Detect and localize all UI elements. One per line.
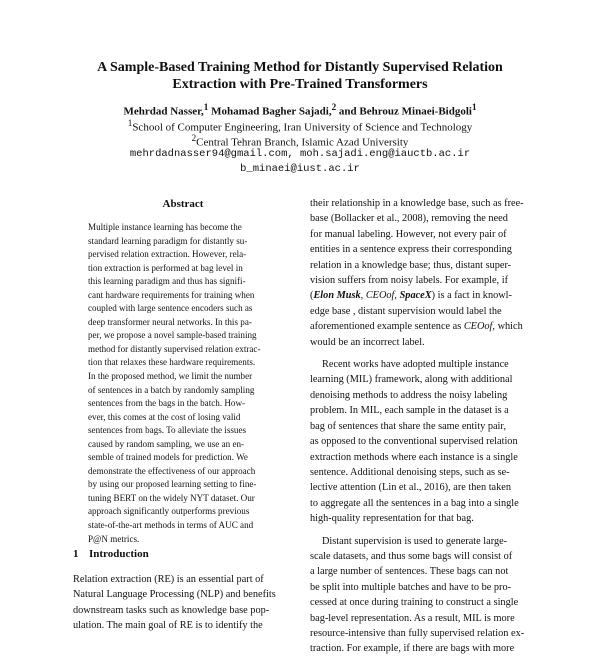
- text-line: coupled with large sentence encoders such as: [88, 303, 253, 314]
- text-line: of sentences in a batch by randomly sampling: [88, 384, 255, 395]
- section-heading: [73, 547, 293, 561]
- text-line: resource-intensive than fully supervised relation ex-: [310, 627, 525, 639]
- text-line: In the proposed method, we limit the number: [88, 371, 253, 382]
- abstract-heading: Abstract: [162, 198, 204, 210]
- relation-mention: CEOof: [463, 321, 493, 333]
- text-line: per, we propose a novel sample-based training: [88, 330, 257, 341]
- text-line: their relationship in a knowledge base, such as free-: [310, 198, 524, 209]
- entity-mention: SpaceX: [399, 290, 432, 302]
- text-line: as opposed to the conventional supervised relation: [310, 436, 518, 448]
- right-column-text: [310, 196, 534, 657]
- section-number: 1: [73, 548, 79, 560]
- text-line: Distant supervision is used to generate large-: [322, 535, 508, 547]
- text-line: (Elon Musk, CEOof, SpaceX) is a fact in knowl-: [310, 290, 512, 302]
- text-line: deep transformer neural networks. In this pa-: [88, 316, 252, 327]
- text-line: edge base , distant supervision would label the: [310, 305, 502, 317]
- text-line: traction. For example, if there are bags with more: [310, 643, 515, 655]
- text-line: Multiple instance learning has become the: [88, 222, 242, 232]
- text-line: high-quality representation for that bag.: [310, 513, 474, 525]
- author-affiliation-mark: 1: [203, 102, 209, 112]
- text-line: tuning BERT on the widely NYT dataset. Our: [88, 492, 255, 503]
- relation-mention: CEOof: [365, 290, 395, 302]
- text-line: vision suffers from noisy labels. For example, if: [310, 275, 508, 287]
- author-name: Mohamad Bagher Sajadi,: [211, 105, 332, 118]
- text-line: tion that relaxes these hardware requirements.: [88, 357, 256, 368]
- author-name: Mehrdad Nasser,: [123, 105, 204, 118]
- text-line: Recent works have adopted multiple instance: [322, 359, 509, 371]
- text-line: a large number of sentences. These bags can not: [310, 566, 509, 578]
- text-line: sentence. Additional denoising steps, such as se-: [310, 466, 510, 478]
- text-line: approach significantly outperforms previous: [88, 506, 250, 517]
- text-line: standard learning paradigm for distantly su-: [88, 235, 248, 246]
- paper-title: [40, 59, 560, 93]
- text-line: downstream tasks such as knowledge base pop-: [73, 604, 270, 616]
- entity-mention: Elon Musk: [313, 290, 361, 302]
- text-line: entities in a sentence express their corresponding: [310, 244, 512, 256]
- text-line: semble of trained models for prediction. We: [88, 452, 248, 463]
- text-line: demonstrate the effectiveness of our approach: [88, 465, 256, 476]
- affiliation-mark: 1: [127, 118, 133, 128]
- text-line: lective attention (Lin et al., 2016), are then taken: [310, 482, 511, 494]
- paragraph: [310, 357, 534, 526]
- text-line: caused by random sampling, we use an en-: [88, 438, 245, 449]
- text-line: would be an incorrect label.: [310, 336, 425, 348]
- author-affiliation-mark: 2: [331, 102, 337, 112]
- text-line: be split into multiple batches and have to be pro-: [310, 581, 512, 593]
- section-title: Introduction: [89, 548, 149, 560]
- introduction-body: [73, 572, 295, 634]
- text-line: denoising methods to address the noisy labeling: [310, 389, 508, 401]
- text-line: ever, this comes at the cost of losing valid: [88, 411, 241, 422]
- text-line: bag of sentences that share the same entity pair,: [310, 420, 507, 432]
- text-line: P@N metrics.: [88, 533, 140, 544]
- abstract-body: [88, 221, 278, 546]
- author-name: and Behrouz Minaei-Bidgoli: [338, 105, 472, 118]
- text-line: Natural Language Processing (NLP) and benefits: [73, 589, 276, 601]
- text-line: bag-level representation. As a result, MIL is more: [310, 612, 515, 624]
- paragraph: [310, 534, 534, 657]
- affiliation-text: School of Computer Engineering, Iran University of Science and Technology: [132, 121, 473, 134]
- text-line: tion extraction is performed at bag level in: [88, 262, 243, 273]
- paragraph: [310, 196, 534, 288]
- text-line: to aggregate all the sentences in a bag into a single: [310, 497, 519, 509]
- text-line: by using our proposed learning setting to fine-: [88, 479, 257, 490]
- text-line: this learning paradigm and thus has signifi-: [88, 276, 246, 287]
- author-emails: mehrdadnasser94@gmail.com, moh.sajadi.eng@iauctb.ac.ir: [129, 148, 471, 160]
- text-line: cant hardware requirements for training when: [88, 289, 255, 300]
- text-line: relation in a knowledge base; thus, distant super-: [310, 259, 512, 271]
- author-emails: b_minaei@iust.ac.ir: [240, 163, 360, 175]
- text-line: for manual labeling. However, not every pair of: [310, 228, 507, 240]
- affiliation-mark: 2: [191, 133, 197, 143]
- text-line: aforementioned example sentence as CEOof, which: [310, 321, 523, 333]
- text-line: sentences from bags. To alleviate the issues: [88, 425, 247, 436]
- text-line: method for distantly supervised relation extrac-: [88, 343, 261, 354]
- text-line: sentences from the bags in the batch. How-: [88, 398, 246, 409]
- text-line: ulation. The main goal of RE is to identify the: [73, 620, 263, 632]
- text-line: pervised relation extraction. However, rela-: [88, 249, 247, 260]
- author-affiliation-mark: 1: [471, 102, 477, 112]
- text-line: state-of-the-art methods in terms of AUC and: [88, 520, 254, 531]
- title-line: A Sample-Based Training Method for Distantly Supervised Relation: [97, 60, 503, 75]
- text-line: base (Bollacker et al., 2008), removing the need: [310, 213, 508, 225]
- text-line: problem. In MIL, each sample in the dataset is a: [310, 405, 509, 417]
- text-line: learning (MIL) framework, along with additional: [310, 374, 513, 386]
- affiliation-text: Central Tehran Branch, Islamic Azad University: [196, 136, 409, 149]
- text-line: scale datasets, and thus some bags will consist of: [310, 550, 513, 562]
- text-line: Relation extraction (RE) is an essential part of: [73, 574, 264, 585]
- title-line: Extraction with Pre-Trained Transformers: [172, 77, 428, 92]
- text-line: extraction methods where each instance is a single: [310, 451, 518, 463]
- text-line: cessed at once during training to construct a single: [310, 597, 519, 609]
